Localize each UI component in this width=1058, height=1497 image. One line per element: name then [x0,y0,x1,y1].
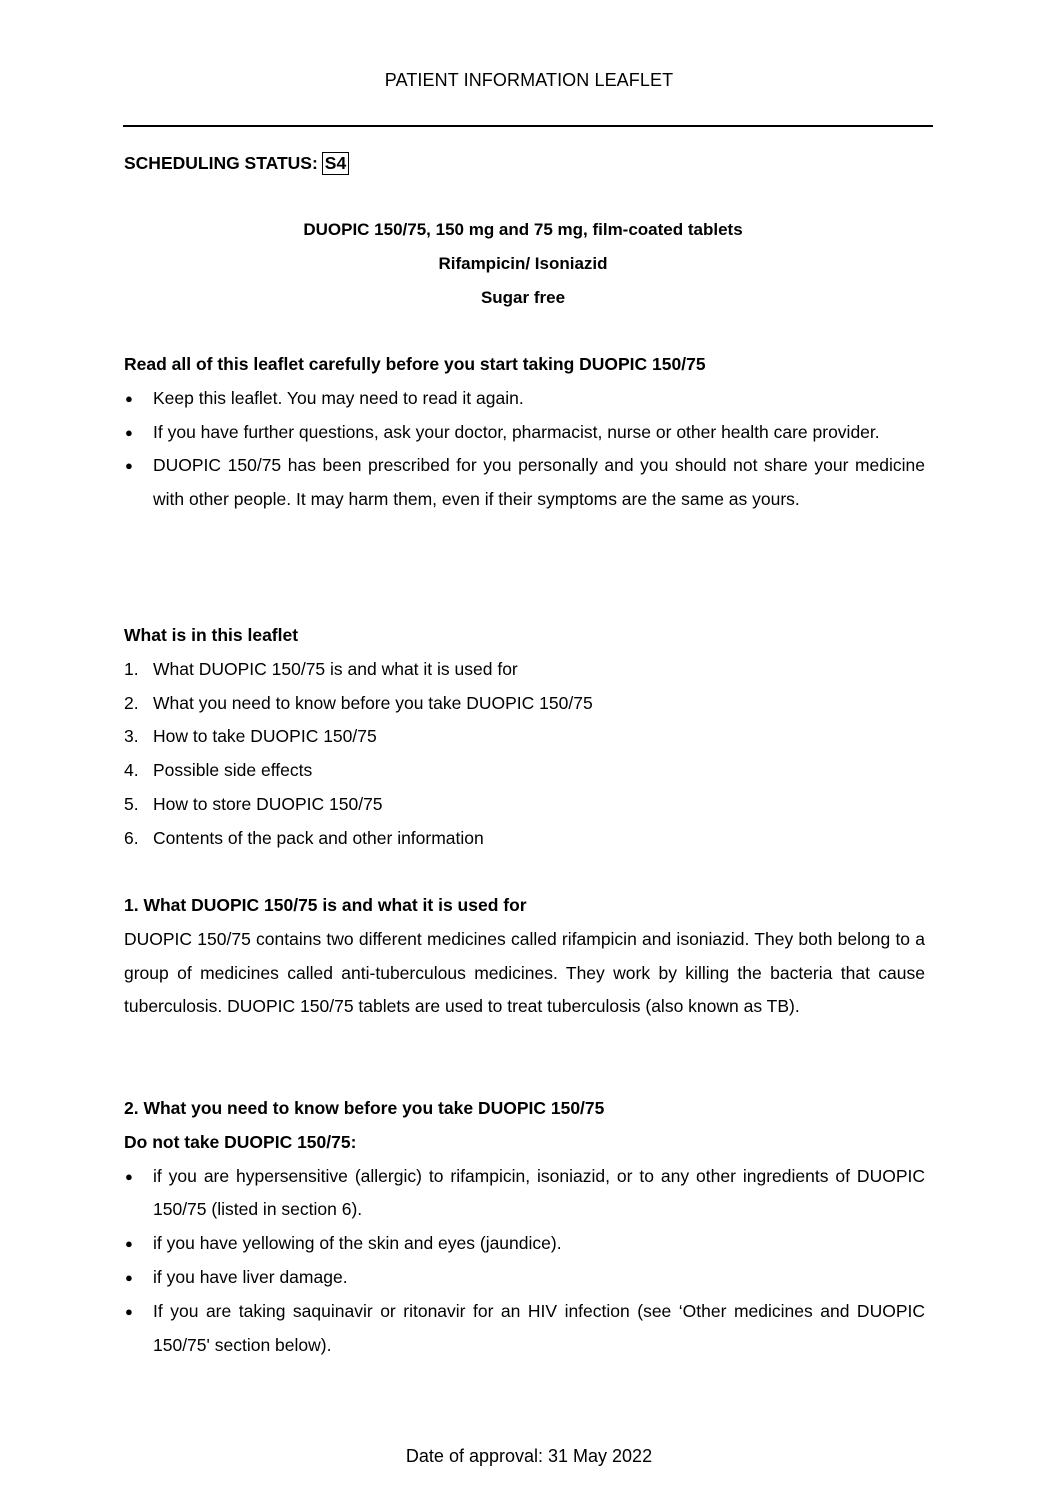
intro-bullet: ● DUOPIC 150/75 has been prescribed for you personally and you should not share your medicine with other people. It may harm them, even if their symptoms are the same as yours. [124,449,925,517]
bullet-icon: ● [125,1303,133,1319]
contraindication-bullet: ● if you are hypersensitive (allergic) to rifampicin, isoniazid, or to any other ingredients of DUOPIC 150/75 (listed in section 6). [124,1160,925,1228]
contents-item: 4. Possible side effects [124,760,313,781]
bullet-icon: ● [125,390,133,406]
header-divider [123,125,933,127]
section-2 [124,1092,925,1362]
scheduling-status-badge: S4 [322,152,349,175]
contents-item: 3. How to take DUOPIC 150/75 [124,726,377,747]
section-1 [124,889,925,1024]
contraindication-bullet: ● if you have yellowing of the skin and eyes (jaundice). [124,1227,925,1261]
bullet-icon: ● [125,1269,133,1285]
contents-heading: What is in this leaflet [124,625,299,645]
section-1-heading: 1. What DUOPIC 150/75 is and what it is used for [124,895,527,915]
contents-item: 1. What DUOPIC 150/75 is and what it is used for [124,658,518,679]
bullet-icon: ● [125,1168,133,1184]
bullet-icon: ● [125,458,133,474]
scheduling-status [124,152,349,175]
intro-heading: Read all of this leaflet carefully before you start taking DUOPIC 150/75 [124,354,706,374]
intro-section [124,348,925,517]
scheduling-status-label: SCHEDULING STATUS: [124,153,318,173]
section-1-body: DUOPIC 150/75 contains two different medicines called rifampicin and isoniazid. They both belong to a group of medicines called anti-tuberculous medicines. They work by killing the bacteria that cause tuberculosis. DUOPIC 150/75 tablets are used to treat tuberculosis (also known as TB). [124,928,925,1017]
intro-bullet: ● If you have further questions, ask your doctor, pharmacist, nurse or other health care provider. [124,416,925,450]
product-sugar-free: Sugar free [480,288,566,307]
bullet-icon: ● [125,1236,133,1252]
contraindication-bullet: ● If you are taking saquinavir or ritonavir for an HIV infection (see ‘Other medicines and DUOPIC 150/75' section below). [124,1295,925,1363]
product-ingredients: Rifampicin/ Isoniazid [438,254,608,273]
bullet-icon: ● [125,424,133,440]
product-name: DUOPIC 150/75, 150 mg and 75 mg, film-coated tablets [303,220,743,239]
intro-bullet: ● Keep this leaflet. You may need to read it again. [124,382,925,416]
section-2-heading: 2. What you need to know before you take DUOPIC 150/75 [124,1098,605,1118]
document-header: PATIENT INFORMATION LEAFLET [384,70,674,90]
contents-section [124,619,925,856]
contraindication-bullet: ● if you have liver damage. [124,1261,925,1295]
contents-item: 2. What you need to know before you take DUOPIC 150/75 [124,692,593,713]
contents-item: 5. How to store DUOPIC 150/75 [124,793,383,814]
approval-date: Date of approval: 31 May 2022 [405,1446,653,1466]
section-2-subheading: Do not take DUOPIC 150/75: [124,1131,357,1152]
contents-item: 6. Contents of the pack and other information [124,827,484,848]
